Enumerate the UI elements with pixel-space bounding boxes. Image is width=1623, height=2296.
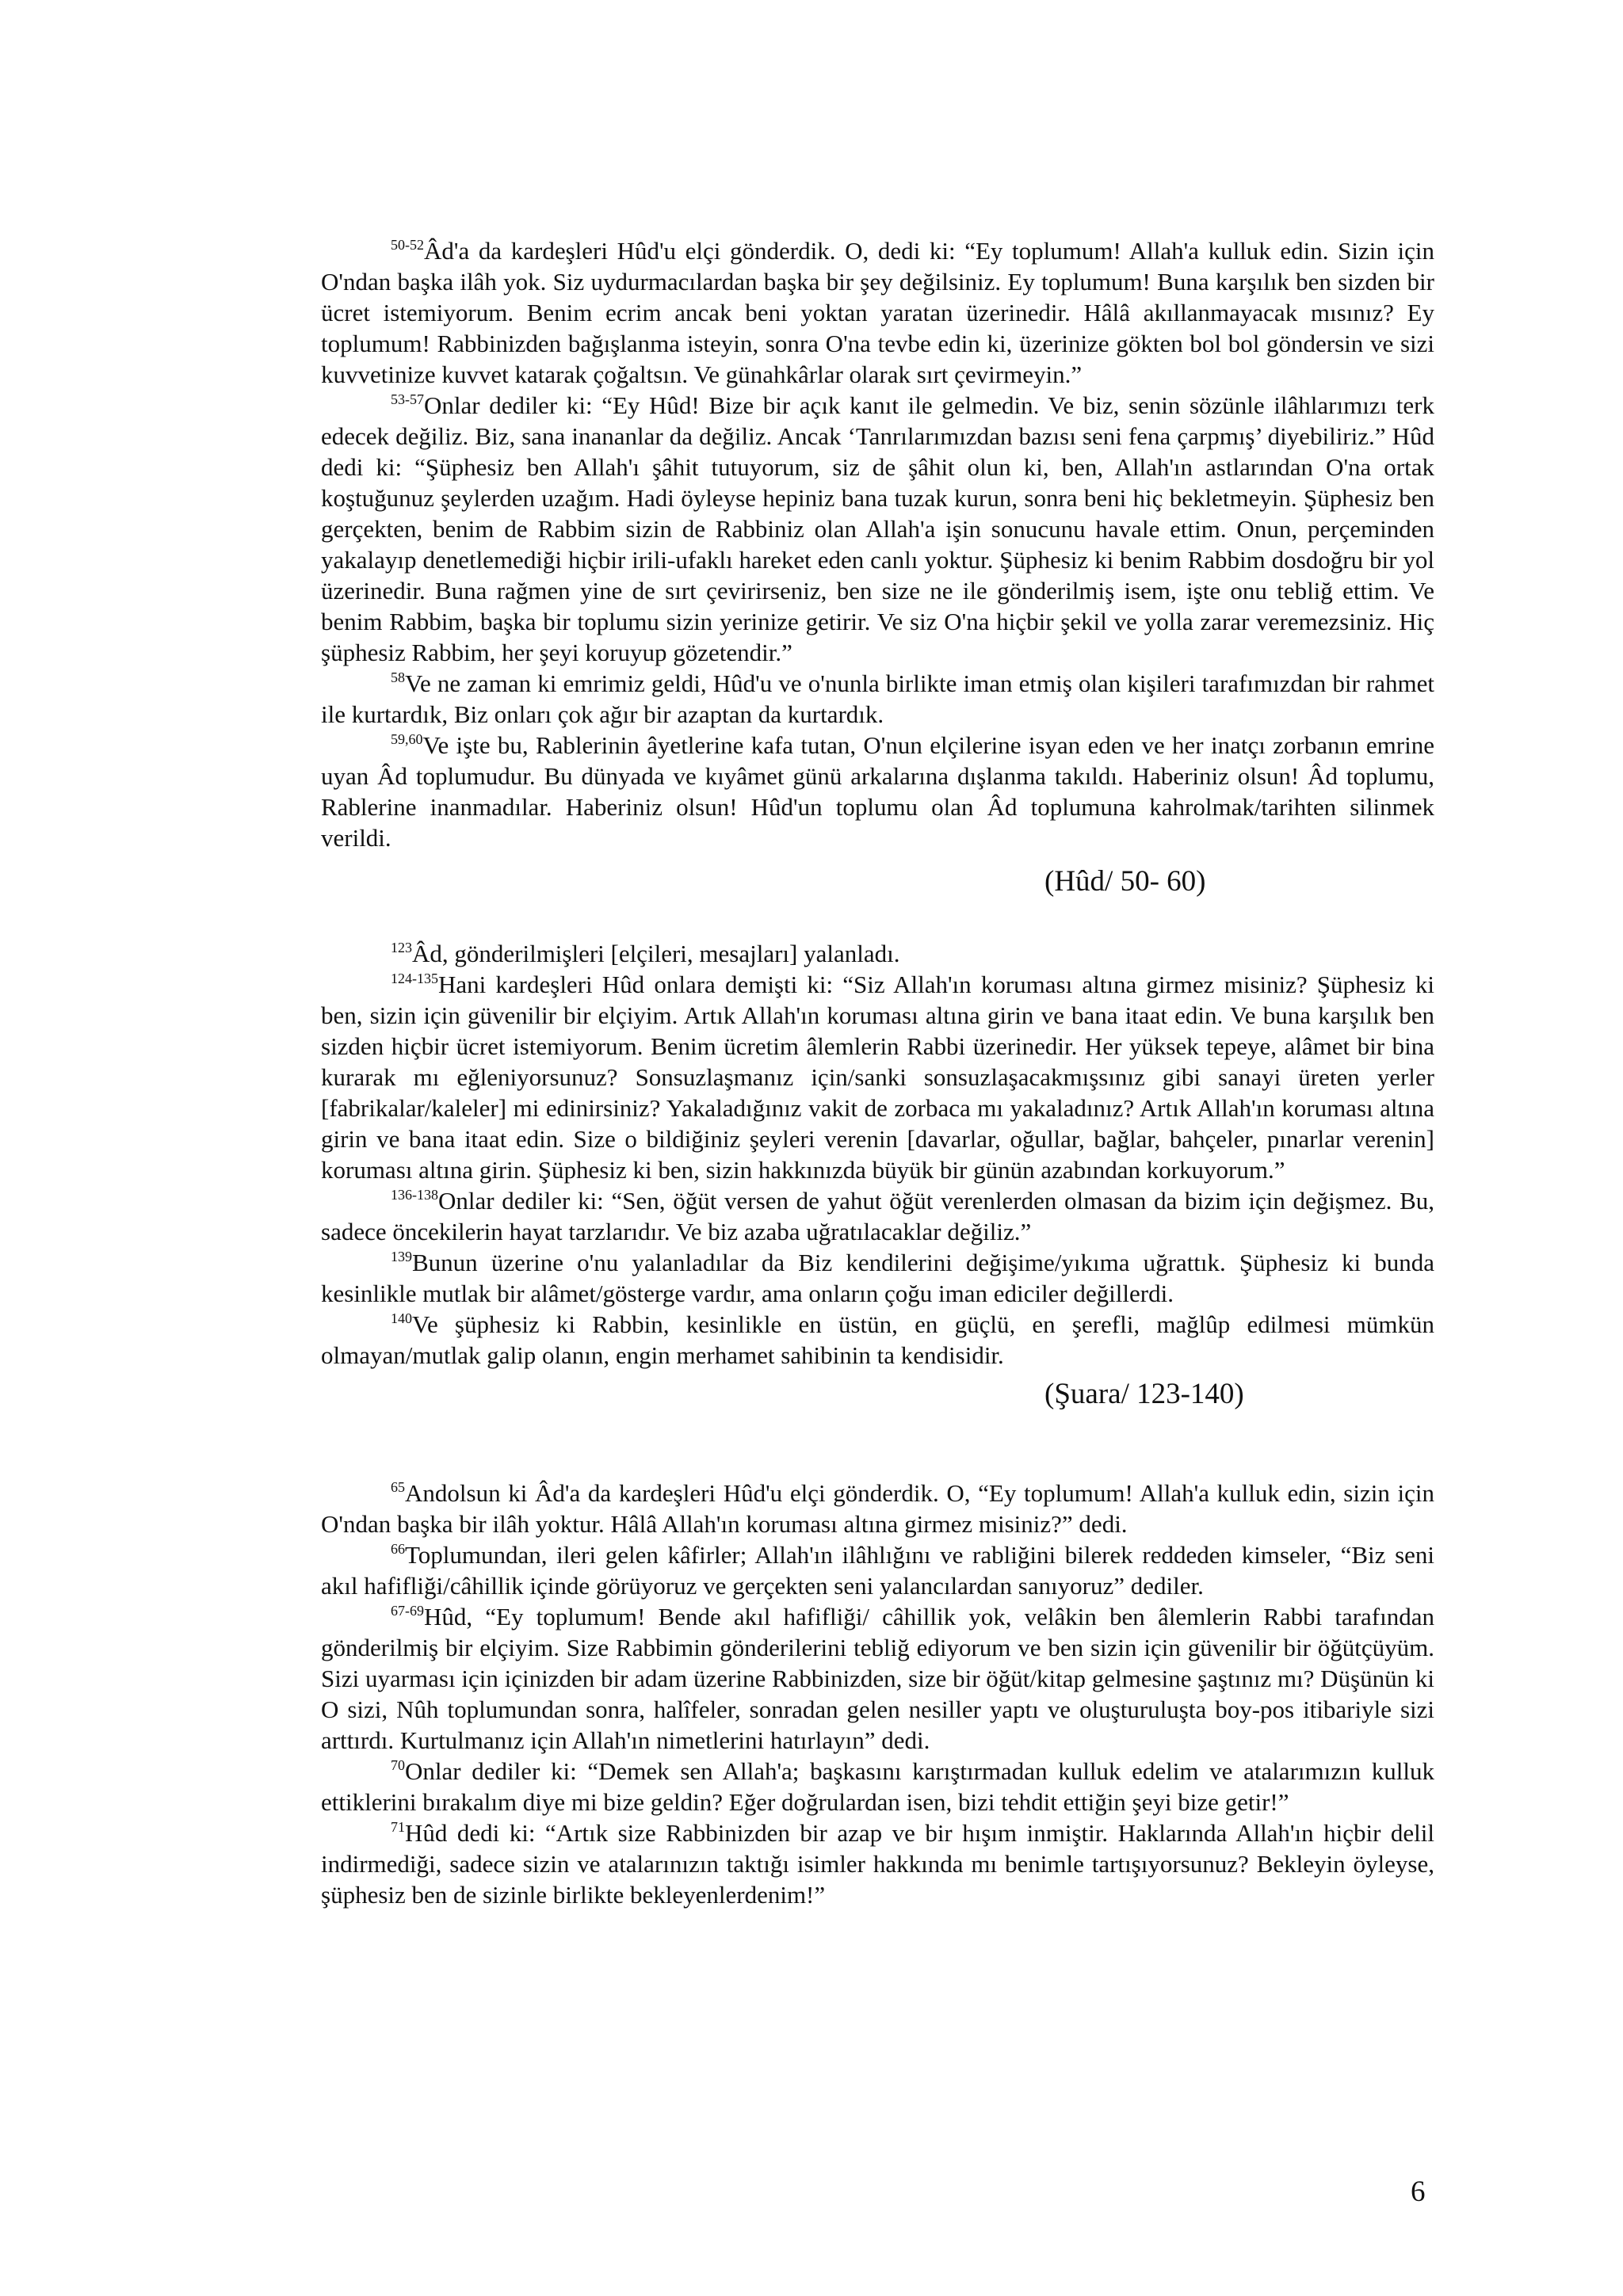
verse-number: 66 [391, 1541, 405, 1557]
verse-paragraph [321, 730, 1434, 853]
verse-number: 65 [391, 1479, 405, 1495]
verse-paragraph [321, 1756, 1434, 1817]
verse-text: Âd'a da kardeşleri Hûd'u elçi gönderdik. O, dedi ki: “Ey toplumum! Allah'a kulluk edin. Sizin için O'ndan başka ilâh yok. Siz uydurmacılardan başka bir şey değilsiniz. Ey toplumum! Buna karşılık ben sizden bir ücret istemiyorum. Benim ecrim ancak beni yoktan yaratan üzerinedir. Hâlâ akıllanmayacak mısınız? Ey toplumum! Rabbinizden bağışlanma isteyin, sonra O'na tevbe edin ki, üzerinize gökten bol bol göndersin ve sizi kuvvetinize kuvvet katarak çoğaltsın. Ve günahkârlar olarak sırt çevirmeyin.” [321, 237, 1434, 388]
verse-number: 50-52 [391, 237, 424, 253]
verse-text: Hûd dedi ki: “Artık size Rabbinizden bir azap ve bir hışım inmiştir. Haklarında Allah'ın hiçbir delil indirmediği, sadece sizin ve atalarınızın taktığı isimler hakkında mı benimle tartışıyorsunuz? Bekleyin öyleyse, şüphesiz ben de sizinle birlikte bekleyenlerdenim!” [321, 1819, 1434, 1909]
verse-paragraph [321, 969, 1434, 1185]
verse-text: Hani kardeşleri Hûd onlara demişti ki: “Siz Allah'ın koruması altına girmez misiniz? Şüphesiz ki ben, sizin için güvenilir bir elçiyim. Artık Allah'ın koruması altına girin ve bana itaat edin. Ve buna karşılık ben sizden hiçbir ücret istemiyorum. Benim ücretim âlemlerin Rabbi üzerinedir. Her yüksek tepeye, alâmet bir bina kurarak mı eğleniyorsunuz? Sonsuzlaşmanız için/sanki sonsuzlaşacakmışsınız gibi sanayi üreten yerler [fabrikalar/kaleler] mi edinirsiniz? Yakaladığınız vakit de zorbaca mı yakaladınız? Artık Allah'ın koruması altına girin ve bana itaat edin. Size o bildiğiniz şeyleri verenin [davarlar, oğullar, bağlar, bahçeler, pınarlar verenin] koruması altına girin. Şüphesiz ki ben, sizin hakkınızda büyük bir günün azabından korkuyorum.” [321, 971, 1434, 1184]
passage-hud [321, 235, 1434, 899]
verse-text: Onlar dediler ki: “Sen, öğüt versen de yahut öğüt verenlerden olmasan da bizim için değişmez. Bu, sadece öncekilerin hayat tarzlarıdır. Ve biz azaba uğratılacaklar değiliz.” [321, 1187, 1434, 1245]
page-number: 6 [1411, 2176, 1426, 2208]
verse-paragraph [321, 390, 1434, 668]
verse-text: Ve şüphesiz ki Rabbin, kesinlikle en üstün, en güçlü, en şerefli, mağlûp edilmesi mümkün olmayan/mutlak galip olanın, engin merhamet sahibinin ta kendisidir. [321, 1310, 1434, 1369]
verse-text: Bunun üzerine o'nu yalanladılar da Biz kendilerini değişime/yıkıma uğrattık. Şüphesiz ki bunda kesinlikle mutlak bir alâmet/gösterge vardır, ama onların çoğu iman ediciler değillerdi. [321, 1249, 1434, 1307]
verse-paragraph [321, 1247, 1434, 1309]
verse-text: Andolsun ki Âd'a da kardeşleri Hûd'u elçi gönderdik. O, “Ey toplumum! Allah'a kulluk edin, sizin için O'ndan başka bir ilâh yoktur. Hâlâ Allah'ın koruması altına girmez misiniz?” dedi. [321, 1479, 1434, 1538]
text-column [321, 235, 1434, 1910]
verse-text: Ve ne zaman ki emrimiz geldi, Hûd'u ve o'nunla birlikte iman etmiş olan kişileri tarafımızdan bir rahmet ile kurtardık, Biz onları çok ağır bir azaptan da kurtardık. [321, 669, 1434, 728]
verse-paragraph [321, 1539, 1434, 1601]
verse-text: Hûd, “Ey toplumum! Bende akıl hafifliği/ câhillik yok, velâkin ben âlemlerin Rabbi tarafından gönderilmiş bir elçiyim. Size Rabbimin gönderilerini tebliğ ediyorum ve ben sizin için güvenilir bir öğütçüyüm. Sizi uyarması için içinizden bir adam üzerine Rabbinizden, size bir öğüt/kitap gelmesine şaştınız mı? Düşünün ki O sizi, Nûh toplumundan sonra, halîfeler, sonradan gelen nesiller yaptı ve oluşturuluşta boy-pos itibariyle sizi arttırdı. Kurtulmanız için Allah'ın nimetlerini hatırlayın” dedi. [321, 1603, 1434, 1754]
passage-araf [321, 1478, 1434, 1910]
verse-paragraph [321, 1478, 1434, 1539]
verse-text: Âd, gönderilmişleri [elçileri, mesajları] yalanladı. [412, 940, 900, 967]
passage-suara [321, 938, 1434, 1412]
verse-number: 123 [391, 940, 412, 955]
surah-reference: (Hûd/ 50- 60) [1044, 865, 1206, 898]
verse-paragraph [321, 938, 1434, 969]
verse-number: 70 [391, 1757, 405, 1773]
verse-number: 53-57 [391, 391, 424, 407]
verse-number: 139 [391, 1249, 412, 1264]
verse-number: 58 [391, 669, 405, 685]
verse-text: Onlar dediler ki: “Demek sen Allah'a; başkasını karıştırmadan kulluk edelim ve atalarımızın kulluk ettiklerini bırakalım diye mi bize geldin? Eğer doğrulardan isen, bizi tehdit ettiğin şeyi bize getir!” [321, 1757, 1434, 1816]
verse-paragraph [321, 668, 1434, 730]
verse-number: 67-69 [391, 1603, 424, 1619]
verse-paragraph [321, 1309, 1434, 1371]
verse-paragraph [321, 235, 1434, 390]
verse-paragraph [321, 1185, 1434, 1247]
verse-number: 136-138 [391, 1187, 438, 1203]
surah-reference: (Şuara/ 123-140) [1044, 1378, 1244, 1410]
verse-number: 124-135 [391, 971, 438, 986]
verse-paragraph [321, 1817, 1434, 1910]
verse-number: 71 [391, 1819, 405, 1835]
verse-text: Toplumundan, ileri gelen kâfirler; Allah'ın ilâhlığını ve rabliğini bilerek reddeden kimseler, “Biz seni akıl hafifliği/câhillik içinde görüyoruz ve gerçekten seni yalancılardan sanıyoruz” dediler. [321, 1541, 1434, 1600]
verse-text: Ve işte bu, Rablerinin âyetlerine kafa tutan, O'nun elçilerine isyan eden ve her inatçı zorbanın emrine uyan Âd toplumudur. Bu dünyada ve kıyâmet günü arkalarına dışlanma takıldı. Haberiniz olsun! Âd toplumu, Rablerine inanmadılar. Haberiniz olsun! Hûd'un toplumu olan Âd toplumuna kahrolmak/tarihten silinmek verildi. [321, 731, 1434, 852]
verse-number: 140 [391, 1310, 412, 1326]
verse-number: 59,60 [391, 731, 423, 747]
verse-text: Onlar dediler ki: “Ey Hûd! Bize bir açık kanıt ile gelmedin. Ve biz, senin sözünle ilâhlarımızı terk edecek değiliz. Biz, sana inananlar da değiliz. Ancak ‘Tanrılarımızdan bazısı seni fena çarpmış’ diyebiliriz.” Hûd dedi ki: “Şüphesiz ben Allah'ı şâhit tutuyorum, siz de şâhit olun ki, ben, Allah'ın astlarından O'na ortak koştuğunuz şeylerden uzağım. Hadi öyleyse hepiniz bana tuzak kurun, sonra beni hiç bekletmeyin. Şüphesiz ben gerçekten, benim de Rabbim sizin de Rabbiniz olan Allah'a işin sonucunu havale ettim. Onun, perçeminden yakalayıp denetlemediği hiçbir irili-ufaklı hareket eden canlı yoktur. Şüphesiz ki benim Rabbim dosdoğru bir yol üzerinedir. Buna rağmen yine de sırt çevirirseniz, ben size ne ile gönderilmiş isem, işte onu tebliğ ettim. Ve benim Rabbim, başka bir toplumu sizin yerinize getirir. Ve siz O'na hiçbir şekil ve yolla zarar veremezsiniz. Hiç şüphesiz Rabbim, her şeyi koruyup gözetendir.” [321, 391, 1434, 666]
verse-paragraph [321, 1601, 1434, 1756]
